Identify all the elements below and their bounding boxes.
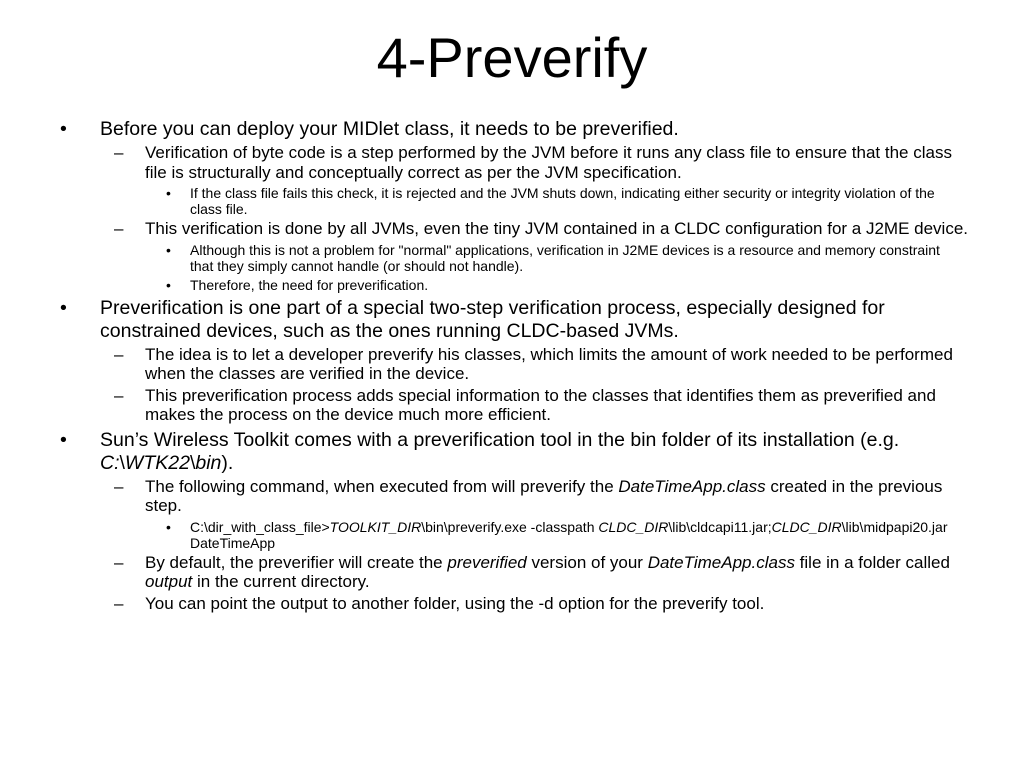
bullet-marker: • — [166, 518, 171, 535]
bullet-item — [0, 429, 1024, 475]
bullet-text: Preverification is one part of a special two-step verification process, especially designed for constrained devices, such as the ones running CLDC-based JVMs. — [100, 296, 885, 342]
bullet-item — [0, 297, 1024, 343]
dash-marker: – — [114, 593, 124, 613]
bullet-marker: • — [166, 276, 171, 293]
sub-bullet-item — [0, 553, 1024, 592]
sub-bullet-text: The idea is to let a developer preverify his classes, which limits the amount of work needed to be performed when the classes are verified in the device. — [145, 344, 953, 383]
dash-marker: – — [114, 476, 124, 496]
bullet-item — [0, 118, 1024, 141]
sub-bullet-item — [0, 594, 1024, 614]
sub-sub-bullet-text: Therefore, the need for preverification. — [190, 276, 429, 293]
sub-bullet-text: Verification of byte code is a step performed by the JVM before it runs any class file to ensure that the class file is structurally and conceptually correct as per the JVM specification. — [145, 143, 952, 182]
sub-bullet-item — [0, 477, 1024, 516]
sub-sub-bullet-item — [0, 242, 1024, 274]
slide-title: 4-Preverify — [376, 26, 648, 89]
bullet-text: Sun’s Wireless Toolkit comes with a preverification tool in the bin folder of its installation (e.g. C:\WTK22\bin). — [100, 428, 900, 474]
sub-bullet-text: This verification is done by all JVMs, even the tiny JVM contained in a CLDC configuration for a J2ME device. — [145, 219, 968, 238]
sub-bullet-text: The following command, when executed from will preverify the DateTimeApp.class created in the previous step. — [145, 476, 943, 515]
bullet-marker: • — [166, 241, 171, 258]
sub-bullet-text: You can point the output to another folder, using the -d option for the preverify tool. — [145, 593, 765, 613]
sub-sub-bullet-item — [0, 185, 1024, 217]
sub-bullet-item — [0, 219, 1024, 239]
dash-marker: – — [114, 143, 124, 162]
sub-sub-bullet-text: Although this is not a problem for "normal" applications, verification in J2ME devices is a resource and memory constraint that they simply cannot handle (or should not handle). — [190, 241, 940, 274]
sub-bullet-item — [0, 345, 1024, 384]
command-text: C:\dir_with_class_file>TOOLKIT_DIR\bin\preverify.exe -classpath CLDC_DIR\lib\cldcapi11.jar;CLDC_DIR\lib\midpapi20.jar DateTimeApp — [190, 518, 948, 551]
bullet-marker: • — [60, 296, 67, 319]
bullet-text: Before you can deploy your MIDlet class, it needs to be preverified. — [100, 118, 679, 140]
command-bullet-item — [0, 519, 1024, 551]
dash-marker: – — [114, 219, 124, 238]
sub-bullet-text: By default, the preverifier will create the preverified version of your DateTimeApp.class file in a folder called output in the current directory. — [145, 552, 950, 591]
bullet-list — [0, 118, 1024, 613]
dash-marker: – — [114, 552, 124, 572]
sub-bullet-item — [0, 386, 1024, 425]
dash-marker: – — [114, 344, 124, 364]
sub-sub-bullet-text: If the class file fails this check, it is rejected and the JVM shuts down, indicating either security or integrity violation of the class file. — [190, 185, 935, 217]
bullet-marker: • — [166, 185, 171, 201]
sub-bullet-text: This preverification process adds special information to the classes that identifies them as preverified and makes the process on the device much more efficient. — [145, 385, 936, 424]
dash-marker: – — [114, 385, 124, 405]
bullet-marker: • — [60, 118, 67, 140]
bullet-marker: • — [60, 428, 67, 451]
sub-sub-bullet-item — [0, 277, 1024, 293]
sub-bullet-item — [0, 143, 1024, 182]
